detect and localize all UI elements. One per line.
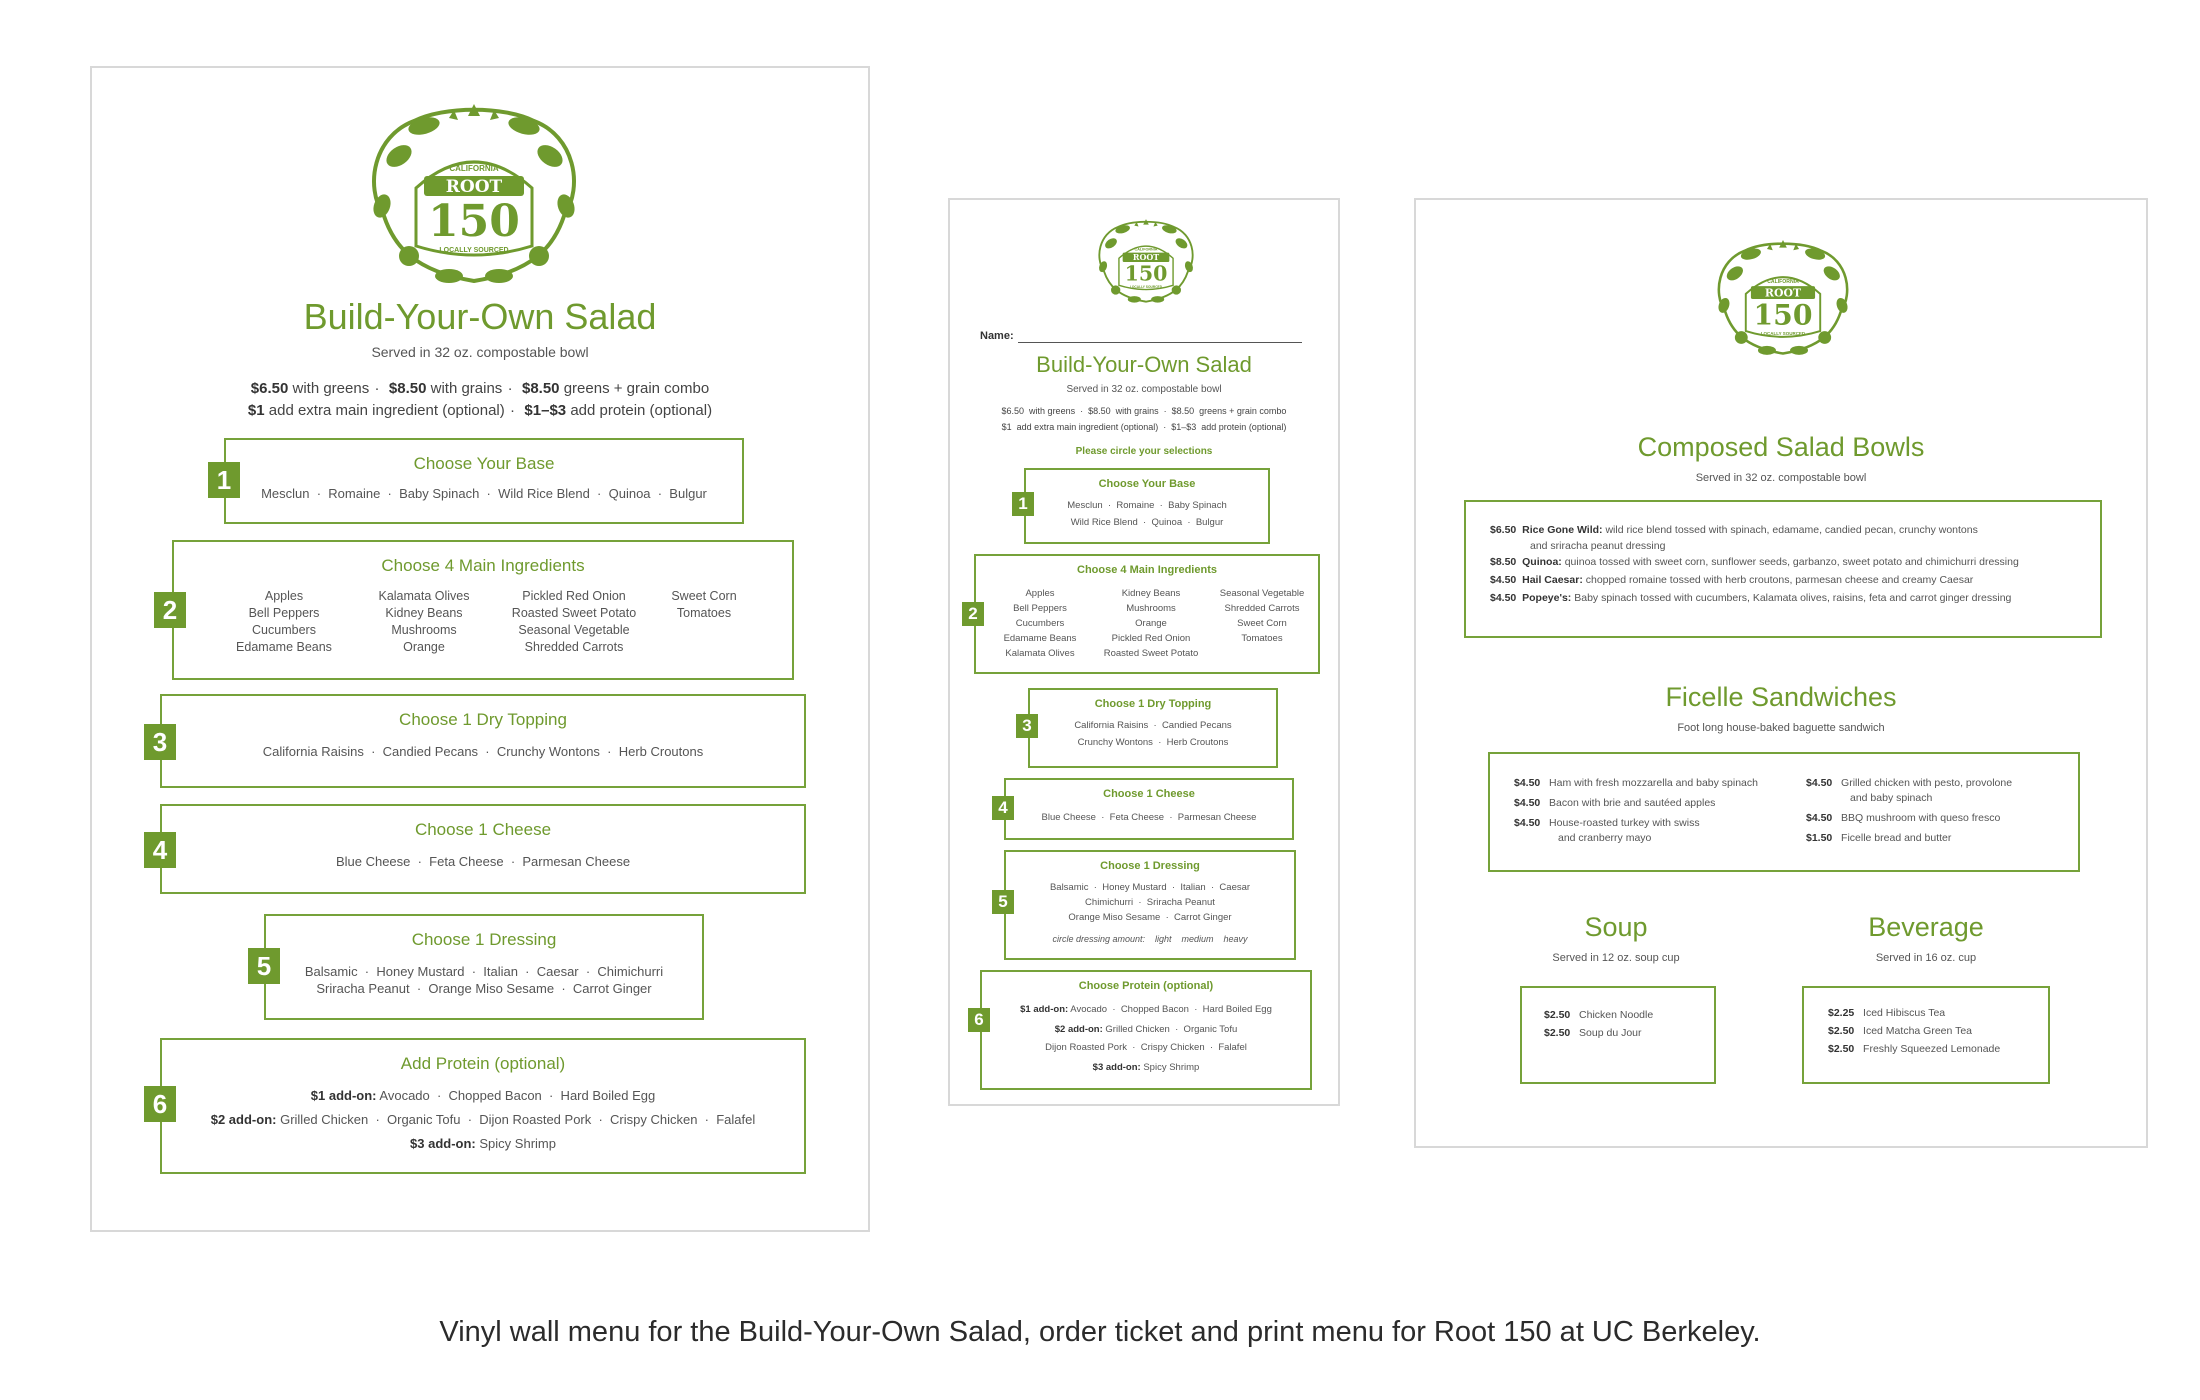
- beverage-title: Beverage: [1868, 912, 1984, 942]
- svg-text:150: 150: [1124, 261, 1168, 286]
- ficelle-subtitle: Foot long house-baked baguette sandwich: [1677, 722, 1885, 734]
- wall-step-6-box: [160, 1038, 806, 1174]
- beverage-box: [1802, 986, 2050, 1084]
- ticket-price-line-2: $1 add extra main ingredient (optional) · $1–$3 add protein (optional): [1001, 422, 1287, 432]
- ticket-step-6-line-2: $2 add-on: Grilled Chicken · Organic Tofu: [1054, 1024, 1238, 1035]
- wall-step-6-line-3: $3 add-on: Spicy Shrimp: [410, 1136, 556, 1151]
- ticket-name-label: Name:: [980, 330, 1014, 342]
- composed-item: $8.50 Quinoa: quinoa tossed with sweet corn, sunflower seeds, garbanzo, sweet potato and chimichurri dressing: [1490, 556, 2019, 568]
- ticket-step-4-number: 4: [992, 796, 1014, 820]
- wall-step-3-options: California Raisins · Candied Pecans · Crunchy Wontons · Herb Croutons: [262, 744, 704, 759]
- wall-step-3-box: [160, 694, 806, 788]
- ticket-step-3-line-2: Crunchy Wontons · Herb Croutons: [1077, 737, 1229, 748]
- wall-step-6-line-1: $1 add-on: Avocado · Chopped Bacon · Hard Boiled Egg: [310, 1088, 656, 1103]
- soup-subtitle: Served in 12 oz. soup cup: [1552, 952, 1680, 964]
- beverage-items: $2.25 Iced Hibiscus Tea $2.50 Iced Matcha Green Tea $2.50 Freshly Squeezed Lemonade: [1828, 1007, 2001, 1055]
- ticket-step-5-number: 5: [992, 890, 1014, 914]
- ticket-step-6-box[interactable]: [980, 970, 1312, 1090]
- wall-step-6-title: Add Protein (optional): [400, 1054, 566, 1073]
- ticket-step-3-number: 3: [1016, 714, 1038, 738]
- wall-menu-title: Build-Your-Own Salad: [303, 296, 657, 337]
- ticket-step-3-title: Choose 1 Dry Topping: [1094, 698, 1212, 710]
- svg-text:CALIFORNIA: CALIFORNIA: [1767, 278, 1799, 285]
- ticket-step-2-box[interactable]: [974, 554, 1320, 674]
- ticket-step-1-title: Choose Your Base: [1098, 478, 1196, 490]
- wall-step-2-col-2: Kalamata Olives Kidney Beans Mushrooms Orange: [378, 589, 470, 654]
- soup-box: [1520, 986, 1716, 1084]
- composed-title: Composed Salad Bowls: [1637, 432, 1925, 462]
- ticket-step-5-box[interactable]: [1004, 850, 1296, 960]
- ticket-step-2-number: 2: [962, 602, 984, 626]
- svg-text:ROOT: ROOT: [1764, 286, 1802, 300]
- wall-price-line-2: $1 add extra main ingredient (optional) · $1–$3 add protein (optional): [247, 402, 713, 419]
- ticket-title: Build-Your-Own Salad: [1036, 352, 1252, 377]
- wall-step-5-title: Choose 1 Dressing: [411, 930, 557, 949]
- root150-logo: [354, 96, 594, 296]
- ticket-step-1-number: 1: [1012, 492, 1034, 516]
- wall-step-5-number: 5: [248, 948, 280, 984]
- ticket-step-5-line-2: Chimichurri · Sriracha Peanut: [1085, 897, 1215, 908]
- ficelle-title: Ficelle Sandwiches: [1665, 682, 1897, 712]
- wall-price-line-1: $6.50 with greens · $8.50 with grains · $8.50 greens + grain combo: [250, 380, 710, 397]
- ficelle-box: [1488, 752, 2080, 872]
- root150-logo: [1090, 214, 1202, 310]
- soup-items: $2.50 Chicken Noodle $2.50 Soup du Jour: [1544, 1009, 1654, 1039]
- ficelle-left-column: $4.50 Ham with fresh mozzarella and baby spinach $4.50 Bacon with brie and sautéed apples $4.50 House-roasted turkey with swiss and cranberry mayo: [1514, 777, 1758, 844]
- wall-menu-subtitle: Served in 32 oz. compostable bowl: [371, 344, 589, 360]
- wall-step-4-number: 4: [144, 832, 176, 868]
- wall-step-5-box: [264, 914, 704, 1020]
- wall-step-2-box: [172, 540, 794, 680]
- wall-step-2-title: Choose 4 Main Ingredients: [381, 556, 585, 575]
- svg-text:CALIFORNIA: CALIFORNIA: [1134, 247, 1158, 252]
- ticket-price-line-1: $6.50 with greens · $8.50 with grains · $8.50 greens + grain combo: [1001, 406, 1287, 416]
- wall-step-2-col-4: Sweet Corn Tomatoes: [671, 589, 737, 620]
- ticket-instruction: Please circle your selections: [1075, 446, 1213, 457]
- ticket-step-1-box[interactable]: [1024, 468, 1270, 544]
- ticket-step-1-line-2: Wild Rice Blend · Quinoa · Bulgur: [1070, 517, 1224, 528]
- wall-step-6-number: 6: [144, 1086, 176, 1122]
- svg-text:LOCALLY SOURCED: LOCALLY SOURCED: [1760, 330, 1806, 336]
- ticket-step-6-number: 6: [968, 1008, 990, 1032]
- ficelle-right-column: $4.50 Grilled chicken with pesto, provolone and baby spinach $4.50 BBQ mushroom with queso fresco $1.50 Ficelle bread and butter: [1806, 777, 2013, 844]
- ticket-step-3-box[interactable]: [1028, 688, 1278, 768]
- root150-logo-graphic: [1090, 214, 1202, 310]
- wall-step-5-options-2: Sriracha Peanut · Orange Miso Sesame · Carrot Ginger: [316, 981, 652, 996]
- composed-box: [1464, 500, 2102, 638]
- ticket-step-5-line-3: Orange Miso Sesame · Carrot Ginger: [1068, 912, 1232, 923]
- wall-step-1-title: Choose Your Base: [413, 454, 555, 473]
- wall-menu-sheet: [90, 66, 870, 1232]
- wall-step-4-title: Choose 1 Cheese: [414, 820, 552, 839]
- ticket-step-5-amount: circle dressing amount: light medium heavy: [1052, 934, 1248, 944]
- root150-logo-graphic: [354, 96, 594, 296]
- ticket-step-5-title: Choose 1 Dressing: [1100, 860, 1200, 872]
- wall-step-3-title: Choose 1 Dry Topping: [399, 710, 567, 729]
- composed-item: $4.50 Hail Caesar: chopped romaine tossed with herb croutons, parmesan cheese and creamy Caesar: [1490, 574, 1974, 586]
- wall-step-2-col-1: Apples Bell Peppers Cucumbers Edamame Beans: [236, 589, 332, 654]
- ticket-step-5-line-1: Balsamic · Honey Mustard · Italian · Caesar: [1049, 882, 1251, 893]
- root150-logo: [1706, 234, 1860, 364]
- wall-step-3-number: 3: [144, 724, 176, 760]
- root150-logo-graphic: [1706, 234, 1860, 364]
- wall-step-6-line-2: $2 add-on: Grilled Chicken · Organic Tofu · Dijon Roasted Pork · Crispy Chicken · Falafel: [210, 1112, 756, 1127]
- svg-text:ROOT: ROOT: [1132, 253, 1160, 263]
- ticket-step-2-col-2: Kidney Beans Mushrooms Orange Pickled Red Onion Roasted Sweet Potato: [1103, 588, 1199, 659]
- ticket-step-6-title: Choose Protein (optional): [1078, 980, 1214, 992]
- ticket-step-6-line-1: $1 add-on: Avocado · Chopped Bacon · Hard Boiled Egg: [1020, 1004, 1272, 1015]
- composed-subtitle: Served in 32 oz. compostable bowl: [1695, 472, 1867, 484]
- ticket-step-4-box[interactable]: [1004, 778, 1294, 840]
- ticket-step-4-line-1: Blue Cheese · Feta Cheese · Parmesan Cheese: [1041, 812, 1257, 823]
- soup-title: Soup: [1584, 912, 1648, 942]
- composed-item: $6.50 Rice Gone Wild: wild rice blend tossed with spinach, edamame, candied pecan, crunchy wontons and sriracha peanut dressing: [1490, 524, 1978, 552]
- ticket-step-2-title: Choose 4 Main Ingredients: [1077, 564, 1217, 576]
- ticket-step-4-title: Choose 1 Cheese: [1103, 788, 1195, 800]
- svg-text:150: 150: [1753, 297, 1813, 332]
- wall-step-2-col-3: Pickled Red Onion Roasted Sweet Potato Seasonal Vegetable Shredded Carrots: [511, 589, 637, 654]
- wall-step-5-options-1: Balsamic · Honey Mustard · Italian · Caesar · Chimichurri: [304, 964, 664, 979]
- wall-step-1-box: [224, 438, 744, 524]
- svg-text:150: 150: [428, 196, 520, 247]
- ticket-step-2-col-1: Apples Bell Peppers Cucumbers Edamame Beans Kalamata Olives: [1003, 588, 1077, 659]
- svg-text:CALIFORNIA: CALIFORNIA: [449, 164, 499, 173]
- order-ticket-sheet: [948, 198, 1340, 1106]
- svg-text:ROOT: ROOT: [445, 177, 503, 197]
- ticket-step-6-line-4: $3 add-on: Spicy Shrimp: [1092, 1062, 1200, 1073]
- figure-caption: Vinyl wall menu for the Build-Your-Own Salad, order ticket and print menu for Root 150 at UC Berkeley.: [439, 1316, 1761, 1348]
- ticket-step-2-col-3: Seasonal Vegetable Shredded Carrots Sweet Corn Tomatoes: [1219, 588, 1305, 644]
- ticket-step-6-line-3: Dijon Roasted Pork · Crispy Chicken · Falafel: [1045, 1042, 1247, 1053]
- wall-step-2-number: 2: [154, 592, 186, 628]
- print-menu-sheet: [1414, 198, 2148, 1148]
- wall-step-4-box: [160, 804, 806, 894]
- ticket-subtitle: Served in 32 oz. compostable bowl: [1066, 384, 1222, 395]
- beverage-subtitle: Served in 16 oz. cup: [1875, 952, 1977, 964]
- svg-text:LOCALLY SOURCED: LOCALLY SOURCED: [439, 247, 509, 254]
- composed-item: $4.50 Popeye's: Baby spinach tossed with cucumbers, Kalamata olives, raisins, feta and carrot ginger dressing: [1490, 592, 2012, 604]
- wall-step-1-number: 1: [208, 462, 240, 498]
- svg-text:LOCALLY SOURCED: LOCALLY SOURCED: [1129, 285, 1163, 290]
- ticket-name-field[interactable]: [1018, 342, 1302, 343]
- ticket-step-1-line-1: Mesclun · Romaine · Baby Spinach: [1067, 500, 1227, 511]
- wall-step-4-options: Blue Cheese · Feta Cheese · Parmesan Cheese: [335, 854, 631, 869]
- wall-step-1-options: Mesclun · Romaine · Baby Spinach · Wild Rice Blend · Quinoa · Bulgur: [261, 486, 707, 501]
- ticket-step-3-line-1: California Raisins · Candied Pecans: [1074, 720, 1232, 731]
